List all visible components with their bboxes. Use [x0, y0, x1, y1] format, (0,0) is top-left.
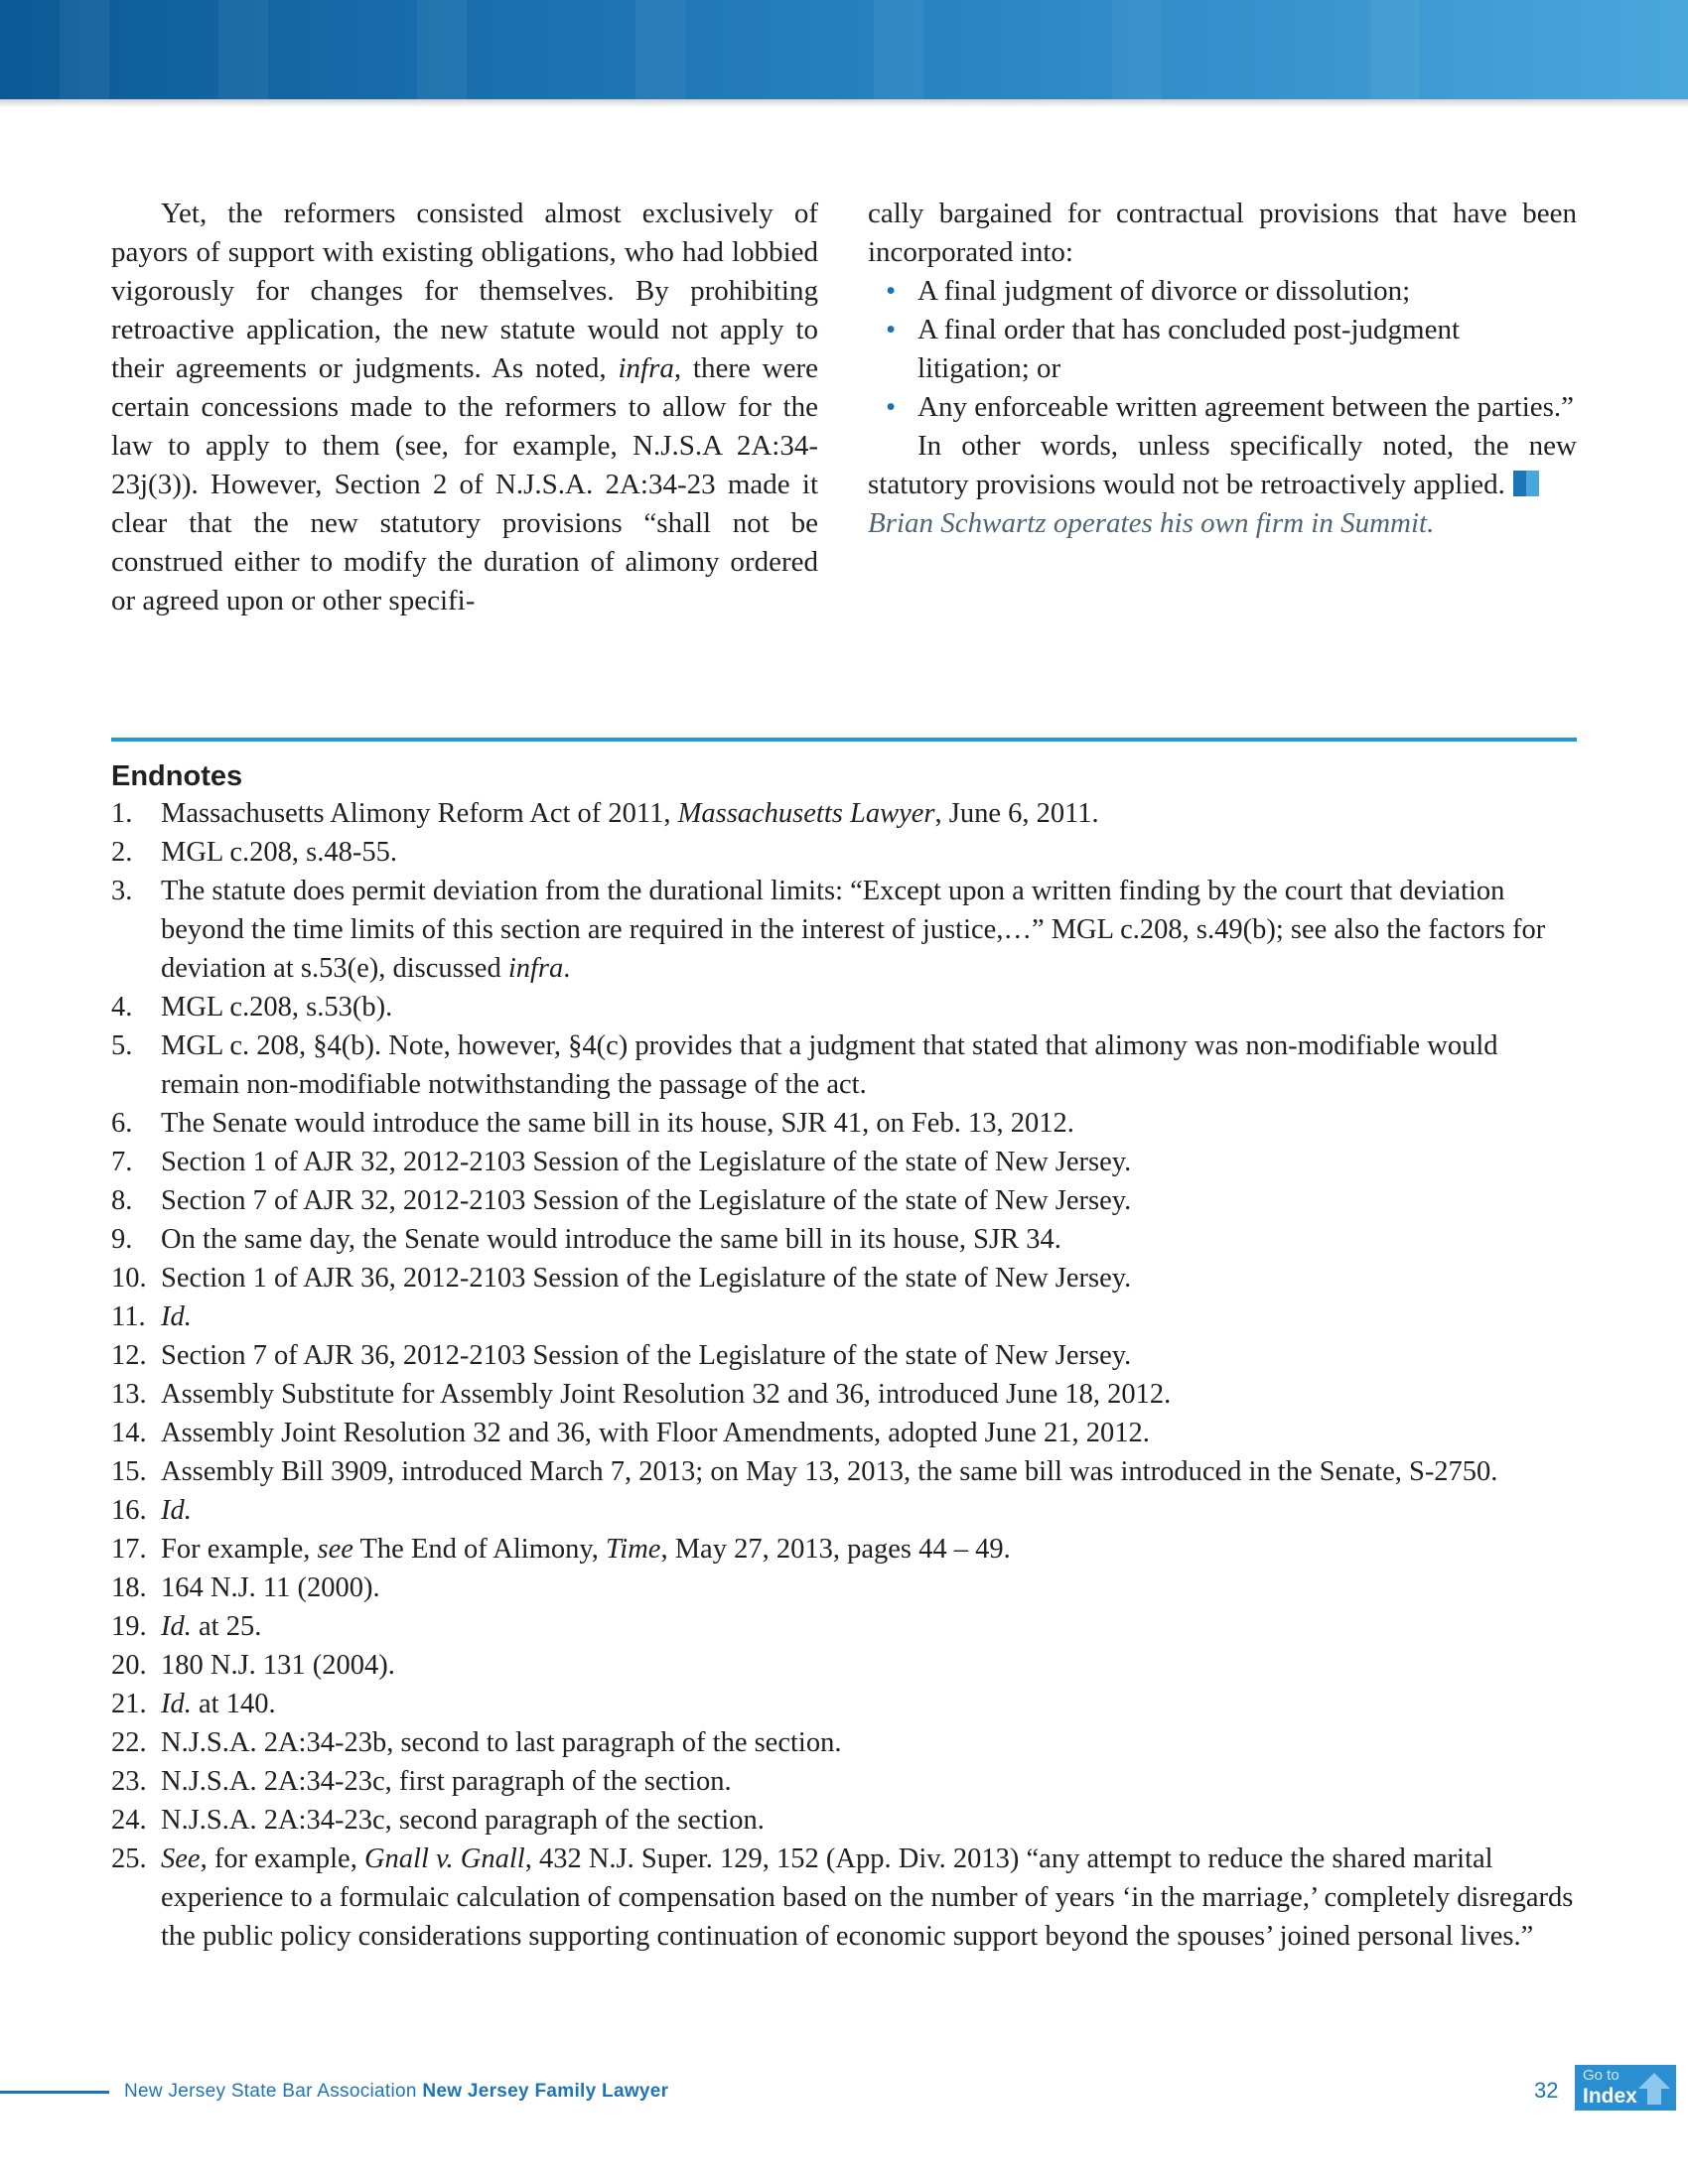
endnote-item	[111, 1375, 1581, 1414]
endnote-segment: .	[563, 953, 571, 984]
endnote-item	[111, 1414, 1581, 1452]
endnote-number: 4.	[111, 992, 133, 1023]
endnote-segment: , May 27, 2013, pages 44 – 49.	[660, 1534, 1011, 1565]
endnote-segment: 180 N.J. 131 (2004).	[161, 1650, 395, 1681]
paragraph-text-end: , there were certain concessions made to the reformers to allow for the law to apply to them (see, for example, N.J.S.A 2A:34-23j(3)). However, Section 2 of N.J.S.A. 2A:34-23 made it clear that the new statutory provisions “shall not be construed either to modify the duration of alimony ordered or agreed upon or other specifi-	[111, 352, 818, 616]
endnote-item	[111, 1801, 1581, 1840]
endnote-text	[161, 1650, 395, 1681]
endnote-item	[111, 1762, 1581, 1801]
endnote-segment: 164 N.J. 11 (2000).	[161, 1572, 380, 1603]
endnote-italic: Time	[606, 1534, 661, 1565]
endnote-number: 18.	[111, 1572, 147, 1603]
endnote-item	[111, 833, 1581, 872]
endnote-number: 22.	[111, 1727, 147, 1758]
endnote-text	[161, 1418, 1150, 1448]
endnote-number: 16.	[111, 1495, 147, 1526]
bullet-icon: •	[886, 314, 897, 345]
endnote-number: 7.	[111, 1147, 133, 1177]
endnotes-heading: Endnotes	[111, 760, 243, 792]
endnote-number: 11.	[111, 1301, 146, 1332]
endnote-number: 5.	[111, 1030, 133, 1061]
endnote-item	[111, 1026, 1581, 1104]
footer-publication: New Jersey Family Lawyer	[422, 2081, 669, 2102]
closing-paragraph	[868, 427, 1577, 504]
endnote-item	[111, 1181, 1581, 1220]
endnote-segment: at 140.	[191, 1689, 276, 1719]
bullet-item	[886, 311, 1577, 388]
end-mark-icon	[1513, 471, 1539, 496]
endnote-item	[111, 1723, 1581, 1762]
header-banner	[0, 0, 1688, 99]
endnote-item	[111, 1569, 1581, 1607]
footer-organization: New Jersey State Bar Association	[124, 2081, 417, 2102]
endnote-item	[111, 1297, 1581, 1336]
endnote-segment: For example,	[161, 1534, 318, 1565]
endnote-text	[161, 1495, 192, 1526]
page-number: 32	[1534, 2078, 1559, 2103]
endnote-number: 13.	[111, 1379, 147, 1410]
endnote-item	[111, 1220, 1581, 1259]
endnote-text	[161, 1030, 1498, 1100]
go-to-index-button[interactable]	[1575, 2065, 1676, 2111]
endnote-segment: The End of Alimony,	[352, 1534, 607, 1565]
endnote-number: 19.	[111, 1611, 147, 1642]
endnote-item	[111, 1607, 1581, 1646]
endnote-italic: Massachusetts Lawyer	[677, 798, 935, 829]
endnote-number: 20.	[111, 1650, 147, 1681]
endnote-text	[161, 1263, 1131, 1294]
endnote-number: 23.	[111, 1766, 147, 1797]
endnote-italic: Id.	[161, 1611, 192, 1642]
endnote-number: 12.	[111, 1340, 147, 1371]
endnote-text	[161, 1224, 1061, 1255]
bullet-icon: •	[886, 391, 897, 423]
endnote-text	[161, 1456, 1497, 1487]
endnote-text	[161, 837, 397, 868]
up-arrow-icon	[1636, 2071, 1672, 2107]
endnote-italic: Id.	[161, 1689, 192, 1719]
endnote-text	[161, 1147, 1131, 1177]
endnote-item	[111, 1336, 1581, 1375]
endnote-item	[111, 1685, 1581, 1723]
endnote-item	[111, 1104, 1581, 1143]
endnote-italic: Id.	[161, 1301, 192, 1332]
endnote-item	[111, 1452, 1581, 1491]
bullet-text: Any enforceable written agreement between the parties.”	[917, 391, 1575, 423]
continuation-paragraph: cally bargained for contractual provisions that have been incorporated into:	[868, 198, 1577, 268]
endnote-text	[161, 1766, 732, 1797]
endnote-number: 24.	[111, 1805, 147, 1836]
endnote-number: 2.	[111, 837, 133, 868]
endnote-italic: See	[161, 1843, 201, 1874]
endnote-number: 17.	[111, 1534, 147, 1565]
endnote-number: 25.	[111, 1843, 147, 1874]
endnote-segment: Assembly Substitute for Assembly Joint Resolution 32 and 36, introduced June 18, 2012.	[161, 1379, 1172, 1410]
endnote-text	[161, 1611, 261, 1642]
endnote-italic: Id.	[161, 1495, 192, 1526]
endnote-number: 10.	[111, 1263, 147, 1294]
endnote-number: 6.	[111, 1108, 133, 1139]
endnote-text	[161, 1534, 1011, 1565]
paragraph-text: Yet, the reformers consisted almost exclusively of payors of support with existing obligations, who had lobbied vigorously for changes for themselves. By prohibiting retroactive application, the new statute would not apply to their agreements or judgments. As noted,	[111, 198, 818, 384]
bullet-item	[886, 388, 1577, 427]
endnote-item	[111, 794, 1581, 833]
bullet-item	[886, 272, 1577, 311]
endnote-segment: , for example,	[200, 1843, 364, 1874]
endnote-text	[161, 1843, 1573, 1952]
closing-text: In other words, unless specifically noted, the new statutory provisions would not be retroactively applied.	[868, 430, 1577, 500]
endnote-segment: N.J.S.A. 2A:34-23c, first paragraph of the section.	[161, 1766, 732, 1797]
endnote-text	[161, 1689, 276, 1719]
index-label: Index	[1583, 2085, 1637, 2108]
endnote-italic: see	[317, 1534, 353, 1565]
endnote-segment: Section 1 of AJR 36, 2012-2103 Session of the Legislature of the state of New Jersey.	[161, 1263, 1132, 1294]
footer-rule	[0, 2091, 109, 2094]
endnote-segment: Section 7 of AJR 36, 2012-2103 Session of the Legislature of the state of New Jersey.	[161, 1340, 1132, 1371]
endnote-italic: infra	[507, 953, 564, 984]
bullet-list	[868, 272, 1577, 427]
endnote-segment: , 432 N.J. Super. 129, 152 (App. Div. 2013) “any attempt to reduce the shared marital experience to a formulaic calculation of compensation based on the number of years ‘in the marriage,’ completely disregards the public policy considerations supporting continuation of economic support beyond the spouses’ joined personal lives.”	[161, 1843, 1574, 1952]
endnote-item	[111, 1143, 1581, 1181]
endnote-number: 3.	[111, 876, 133, 906]
endnote-segment: Massachusetts Alimony Reform Act of 2011,	[161, 798, 678, 829]
endnote-segment: The statute does permit deviation from the durational limits: “Except upon a written finding by the court that deviation beyond the time limits of this section are required in the interest of justice,…” MGL c.208, s.49(b); see also the factors for deviation at s.53(e), discussed	[161, 876, 1546, 984]
endnote-number: 21.	[111, 1689, 147, 1719]
bullet-icon: •	[886, 275, 897, 307]
endnote-item	[111, 1491, 1581, 1530]
body-column-left	[111, 195, 818, 620]
endnote-segment: Section 1 of AJR 32, 2012-2103 Session of the Legislature of the state of New Jersey.	[161, 1147, 1132, 1177]
endnote-item	[111, 1840, 1581, 1956]
endnote-text	[161, 1301, 192, 1332]
endnote-text	[161, 1340, 1131, 1371]
endnote-segment: MGL c. 208, §4(b). Note, however, §4(c) provides that a judgment that stated that alimony was non-modifiable would remain non-modifiable notwithstanding the passage of the act.	[161, 1030, 1498, 1100]
bullet-text: A final judgment of divorce or dissolution;	[917, 275, 1411, 307]
header-shadow	[0, 99, 1688, 107]
endnote-text	[161, 1572, 380, 1603]
footer-credit	[124, 2078, 668, 2106]
endnote-number: 15.	[111, 1456, 147, 1487]
endnote-text	[161, 876, 1545, 984]
endnote-text	[161, 1185, 1131, 1216]
endnote-text	[161, 1805, 765, 1836]
endnote-segment: , June 6, 2011.	[934, 798, 1099, 829]
body-column-right	[868, 195, 1577, 543]
bullet-text: A final order that has concluded post-judgment litigation; or	[917, 314, 1461, 384]
section-divider	[111, 738, 1577, 742]
endnote-number: 14.	[111, 1418, 147, 1448]
endnote-segment: N.J.S.A. 2A:34-23c, second paragraph of the section.	[161, 1805, 765, 1836]
endnote-item	[111, 1530, 1581, 1569]
endnote-number: 1.	[111, 798, 133, 829]
endnote-italic: Gnall v. Gnall	[363, 1843, 525, 1874]
endnotes-list	[111, 794, 1581, 1956]
endnote-segment: The Senate would introduce the same bill in its house, SJR 41, on Feb. 13, 2012.	[161, 1108, 1074, 1139]
endnote-segment: N.J.S.A. 2A:34-23b, second to last paragraph of the section.	[161, 1727, 842, 1758]
endnote-segment: Section 7 of AJR 32, 2012-2103 Session of the Legislature of the state of New Jersey.	[161, 1185, 1132, 1216]
endnote-text	[161, 1727, 841, 1758]
endnote-segment: On the same day, the Senate would introduce the same bill in its house, SJR 34.	[161, 1224, 1061, 1255]
endnote-segment: MGL c.208, s.53(b).	[161, 992, 393, 1023]
endnote-segment: Assembly Joint Resolution 32 and 36, with Floor Amendments, adopted June 21, 2012.	[161, 1418, 1150, 1448]
endnote-item	[111, 988, 1581, 1026]
endnote-segment: at 25.	[191, 1611, 262, 1642]
go-to-label: Go to	[1583, 2067, 1619, 2084]
endnote-segment: Assembly Bill 3909, introduced March 7, 2013; on May 13, 2013, the same bill was introduced in the Senate, S-2750.	[161, 1456, 1498, 1487]
endnote-segment: MGL c.208, s.48-55.	[161, 837, 398, 868]
endnote-item	[111, 1259, 1581, 1297]
endnote-text	[161, 992, 392, 1023]
endnote-item	[111, 872, 1581, 988]
endnote-number: 9.	[111, 1224, 133, 1255]
endnote-item	[111, 1646, 1581, 1685]
body-paragraph	[111, 195, 818, 620]
endnote-text	[161, 798, 1099, 829]
endnote-number: 8.	[111, 1185, 133, 1216]
paragraph-italic: infra	[618, 352, 674, 384]
endnote-text	[161, 1379, 1171, 1410]
endnote-text	[161, 1108, 1074, 1139]
author-note: Brian Schwartz operates his own firm in Summit.	[868, 507, 1435, 539]
